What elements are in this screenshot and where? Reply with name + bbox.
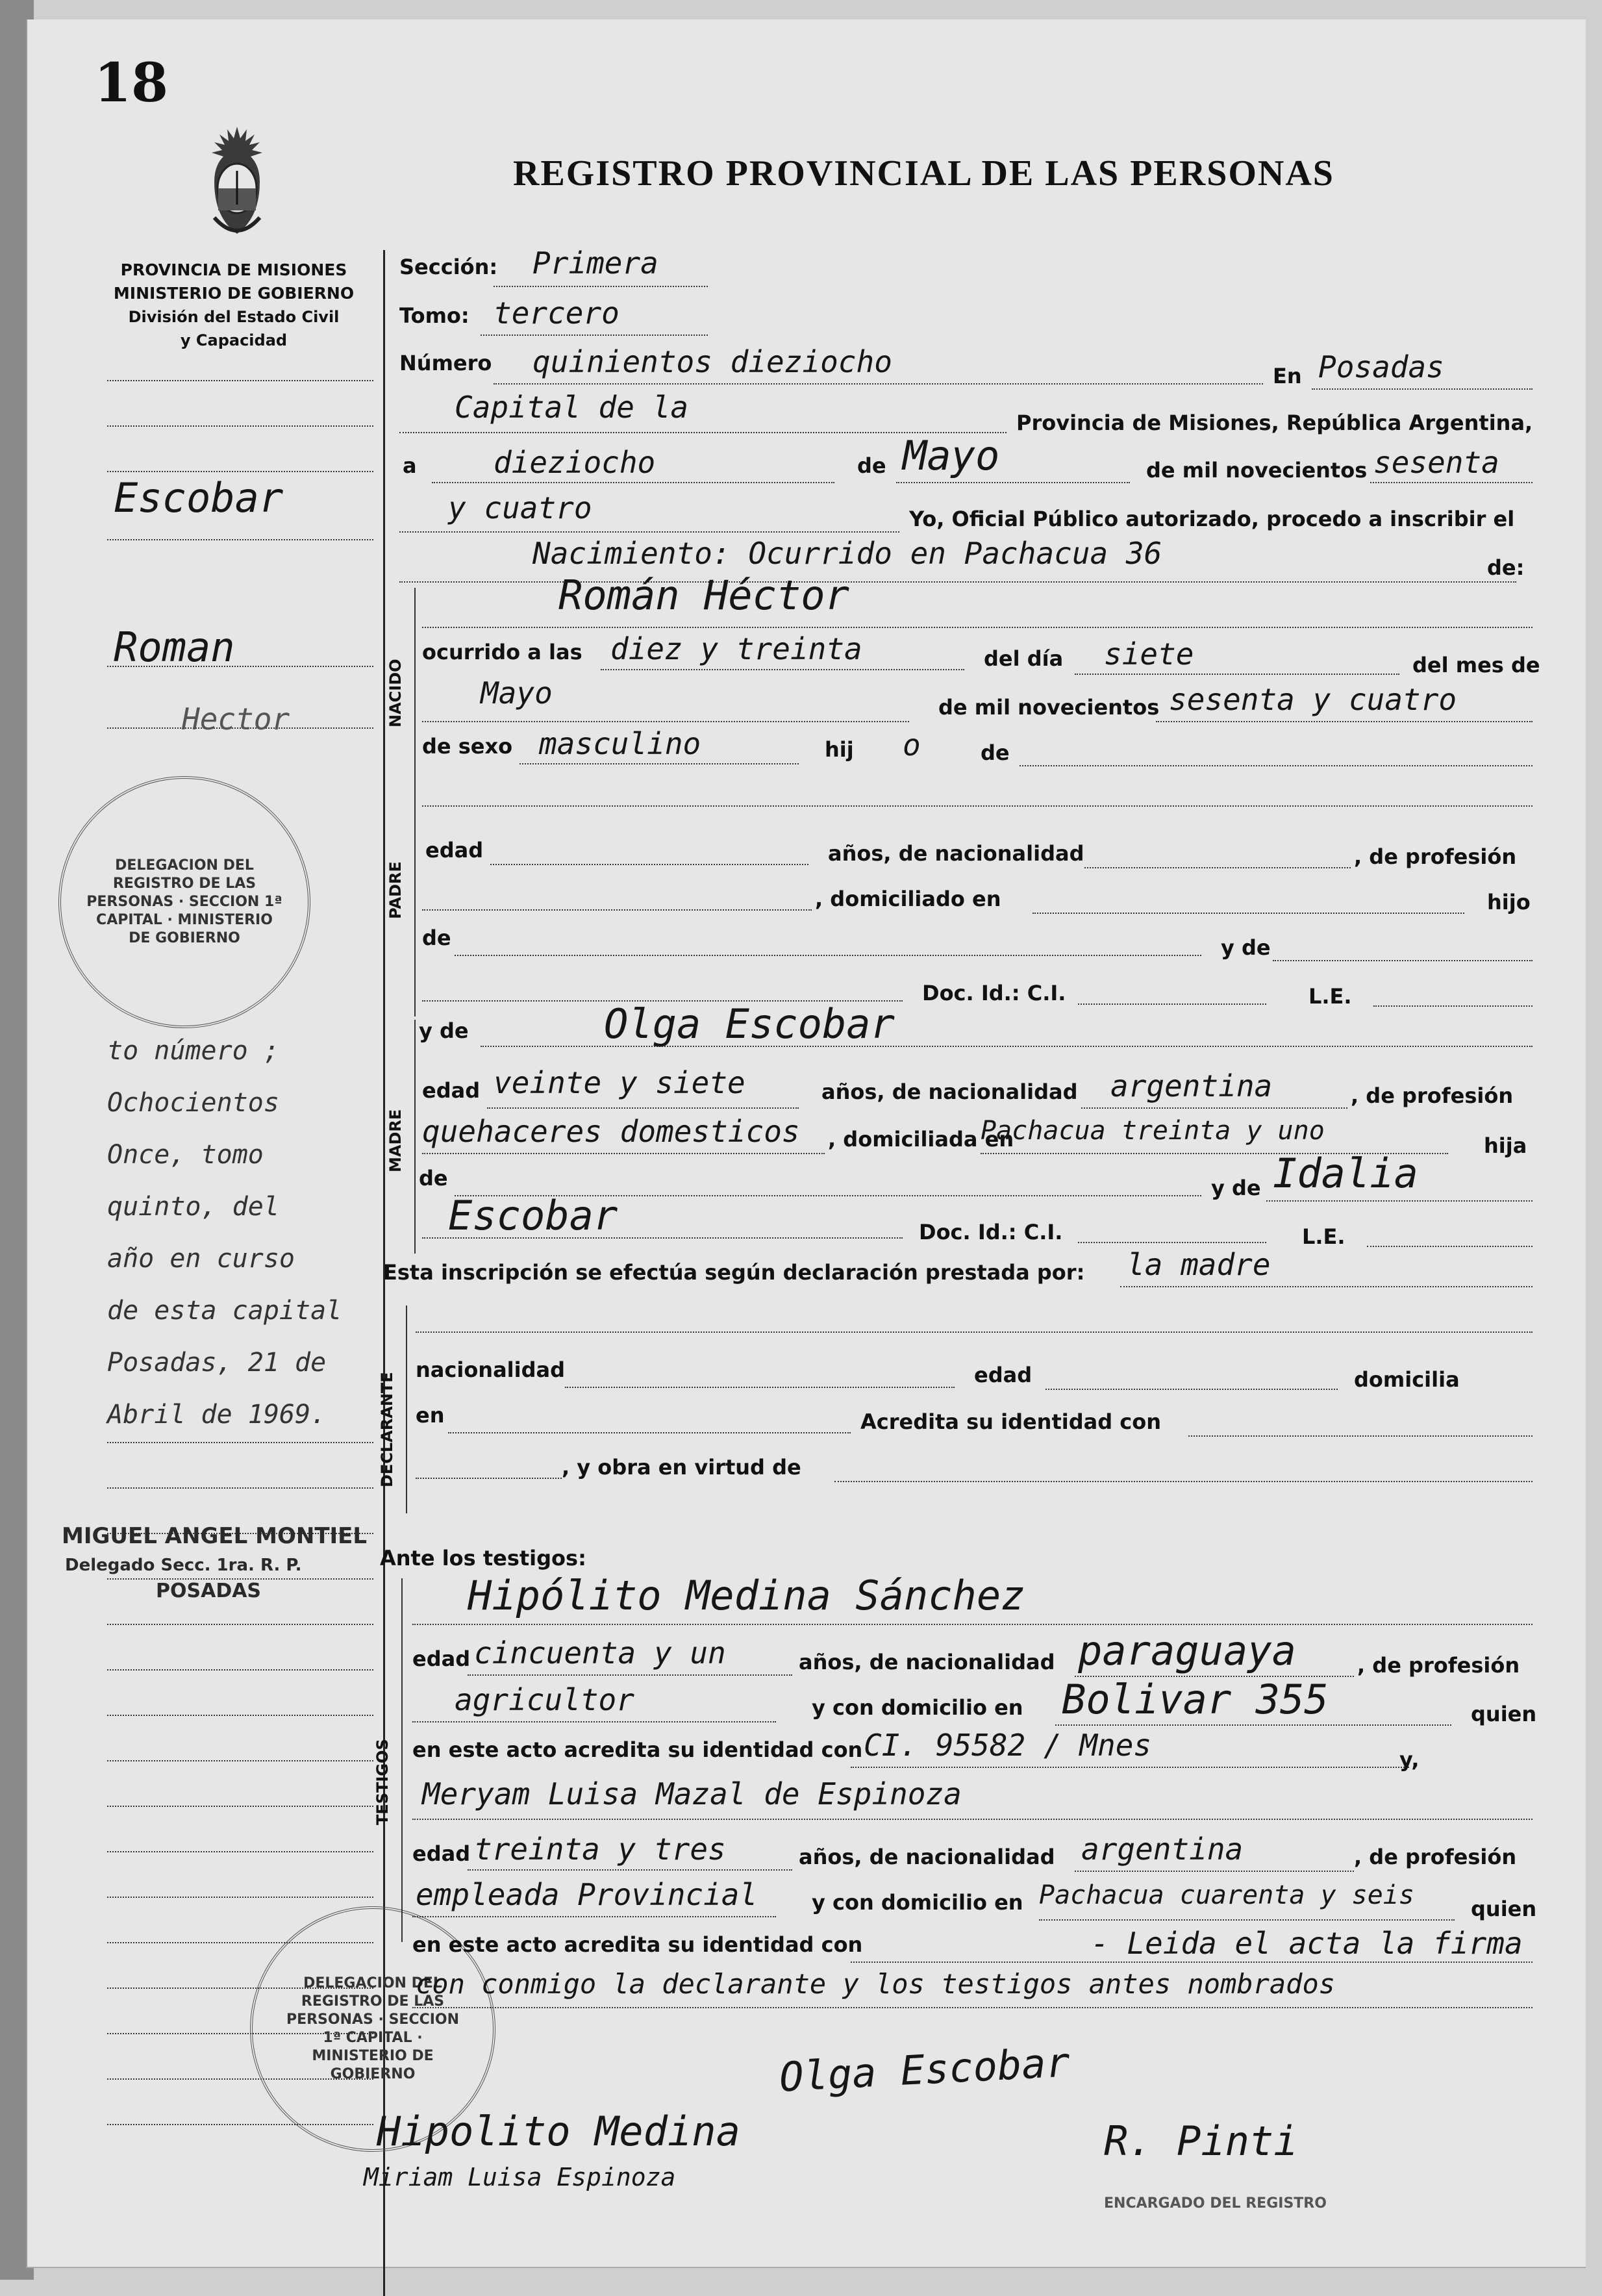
- testigo1-edad: cincuenta y un: [474, 1635, 726, 1671]
- madre-nombre: Olga Escobar: [604, 1000, 895, 1048]
- field-rule: [851, 1962, 1533, 1963]
- mes-value: Mayo: [903, 432, 1000, 479]
- field-rule: [487, 1107, 799, 1109]
- testigo1-nombre: Hipólito Medina Sánchez: [468, 1572, 1025, 1619]
- registry-seal-text: DELEGACION DEL REGISTRO DE LAS PERSONAS · SECCION 1ª CAPITAL · MINISTERIO DE GOBIERNO: [86, 857, 282, 946]
- field-rule: [490, 864, 808, 865]
- field-rule: [1078, 1003, 1266, 1005]
- padre-le-label: L.E.: [1308, 984, 1352, 1009]
- margin-rule: [107, 1669, 373, 1671]
- section-bracket: [401, 1578, 403, 1942]
- nacido-section-label: NACIDO: [386, 659, 405, 727]
- testigo1-profesion: agricultor: [455, 1682, 634, 1717]
- madre-y-de2-label: y de: [1211, 1176, 1261, 1200]
- field-rule: [1078, 1242, 1266, 1243]
- margin-rule: [107, 425, 373, 427]
- testigo2-quien-label: quien: [1471, 1897, 1537, 1921]
- seccion-label: Sección:: [399, 255, 498, 279]
- delegate-stamp-name: MIGUEL ANGEL MONTIEL: [62, 1523, 368, 1549]
- cierre-text: con conmigo la declarante y los testigos antes nombrados: [416, 1968, 1336, 2000]
- section-bracket: [414, 588, 416, 796]
- firma-oficial: R. Pinti: [1104, 2117, 1298, 2165]
- field-rule: [1075, 674, 1399, 675]
- testigo2-edad: treinta y tres: [474, 1832, 726, 1867]
- testigo2-anios-label: años, de nacionalidad: [799, 1845, 1055, 1869]
- margin-rule: [107, 1442, 373, 1443]
- madre-de-label: de: [419, 1166, 448, 1191]
- numero-value: quinientos dieziocho: [532, 344, 892, 379]
- sexo-label: de sexo: [422, 734, 513, 759]
- testigo1-doc: CI. 95582 / Mnes: [864, 1728, 1152, 1763]
- madre-de-value: Idalia: [1273, 1150, 1418, 1197]
- testigo2-acredita-label: en este acto acredita su identidad con: [412, 1932, 863, 1957]
- testigo1-domicilio-label: y con domicilio en: [812, 1695, 1023, 1720]
- margin-surname: Escobar: [114, 474, 284, 522]
- declarante-nacionalidad-label: nacionalidad: [416, 1357, 566, 1382]
- field-rule: [422, 909, 812, 911]
- testigo2-domicilio-label: y con domicilio en: [812, 1890, 1023, 1915]
- field-rule: [416, 1331, 1533, 1333]
- anio-nac-value: sesenta y cuatro: [1169, 682, 1457, 717]
- margin-given-name-2: Hector: [182, 701, 290, 737]
- field-rule: [422, 721, 909, 722]
- testigo2-nacionalidad: argentina: [1081, 1832, 1244, 1867]
- field-rule: [1033, 913, 1464, 914]
- madre-domicilio: Pachacua treinta y uno: [981, 1116, 1325, 1146]
- acto-value: Nacimiento: Ocurrido en Pachacua 36: [532, 536, 1162, 571]
- testigo2-domicilio: Pachacua cuarenta y seis: [1039, 1880, 1414, 1910]
- madre-apellido: Escobar: [448, 1192, 618, 1239]
- dia-value: dieziocho: [494, 445, 656, 480]
- field-rule: [481, 334, 708, 336]
- padre-section-label: PADRE: [386, 861, 405, 919]
- padre-edad-label: edad: [425, 838, 484, 863]
- margin-note-line: Abril de 1969.: [107, 1400, 327, 1430]
- field-rule: [412, 2007, 1533, 2008]
- margin-rule: [107, 471, 373, 472]
- field-rule: [468, 1869, 792, 1871]
- firma-testigo-1: Hipolito Medina: [377, 2108, 740, 2155]
- capital-value: Capital de la: [455, 390, 689, 425]
- field-rule: [1055, 1724, 1451, 1726]
- margin-note-line: Posadas, 21 de: [107, 1348, 327, 1378]
- testigo1-acredita-label: en este acto acredita su identidad con: [412, 1737, 863, 1762]
- de-label: de: [857, 453, 886, 478]
- ante-testigos-label: Ante los testigos:: [380, 1546, 586, 1571]
- field-rule: [1373, 1005, 1533, 1007]
- margin-note-line: de esta capital: [107, 1296, 342, 1326]
- field-rule: [834, 1481, 1533, 1482]
- madre-hija-label: hija: [1484, 1133, 1527, 1158]
- section-bracket: [414, 776, 416, 1016]
- testigo2-profesion-label: , de profesión: [1354, 1845, 1517, 1869]
- provincia-label: Provincia de Misiones, República Argentina,: [1016, 410, 1533, 435]
- tomo-label: Tomo:: [399, 303, 469, 328]
- field-rule: [565, 1387, 955, 1388]
- madre-nacionalidad: argentina: [1110, 1068, 1273, 1104]
- padre-y-de-label: y de: [1221, 935, 1271, 960]
- hij-label: hij: [825, 737, 854, 762]
- margin-note-line: Once, tomo: [107, 1140, 264, 1170]
- field-rule: [1273, 960, 1533, 961]
- testigo1-domicilio: Bolivar 355: [1062, 1676, 1329, 1723]
- margin-rule: [107, 380, 373, 381]
- mes-nac-value: Mayo: [481, 675, 553, 711]
- capacity-line: y Capacidad: [180, 331, 288, 349]
- field-rule: [1020, 765, 1533, 766]
- field-rule: [851, 1767, 1409, 1768]
- field-rule: [468, 1674, 792, 1676]
- anio-value-1: sesenta: [1373, 445, 1499, 480]
- field-rule: [1156, 721, 1533, 722]
- padre-de-label: de: [422, 926, 451, 950]
- testigo1-y-label: y,: [1399, 1747, 1420, 1772]
- tomo-value: tercero: [494, 296, 620, 331]
- field-rule: [1188, 1435, 1533, 1437]
- madre-section-label: MADRE: [386, 1109, 405, 1172]
- madre-profesion: quehaceres domesticos: [422, 1114, 800, 1149]
- ministry-line: MINISTERIO DE GOBIERNO: [113, 284, 355, 303]
- province-line: PROVINCIA DE MISIONES: [120, 260, 347, 279]
- hij-suffix: o: [903, 727, 921, 763]
- margin-rule: [107, 1806, 373, 1807]
- delegate-stamp-role: Delegado Secc. 1ra. R. P.: [65, 1556, 302, 1575]
- field-rule: [448, 1432, 851, 1433]
- margin-rule: [107, 1851, 373, 1852]
- field-rule: [1312, 388, 1533, 390]
- oficial-stamp: ENCARGADO DEL REGISTRO: [1104, 2195, 1327, 2212]
- testigo1-anios-label: años, de nacionalidad: [799, 1650, 1055, 1674]
- field-rule: [412, 1916, 776, 1917]
- de-colon-label: de:: [1487, 555, 1525, 580]
- madre-domiciliada-label: , domiciliada en: [828, 1127, 1014, 1152]
- registry-seal-bottom-text: DELEGACION DEL REGISTRO DE LAS PERSONAS · SECCION 1ª CAPITAL · MINISTERIO DE GOBIERNO: [286, 1975, 460, 2082]
- padre-profesion-label: , de profesión: [1354, 844, 1517, 869]
- del-dia-label: del día: [984, 646, 1064, 671]
- padre-doc-label: Doc. Id.: C.I.: [922, 981, 1066, 1005]
- field-rule: [455, 955, 1201, 956]
- field-rule: [1039, 1919, 1455, 1921]
- madre-le-label: L.E.: [1302, 1224, 1345, 1249]
- oficial-label: Yo, Oficial Público autorizado, procedo a inscribir el: [909, 507, 1515, 531]
- seccion-value: Primera: [532, 246, 658, 281]
- margin-rule: [107, 1760, 373, 1761]
- division-line: División del Estado Civil: [128, 308, 340, 326]
- sexo-value: masculino: [539, 726, 701, 761]
- firma-testigo-2: Miriam Luisa Espinoza: [364, 2163, 676, 2191]
- margin-rule: [107, 539, 373, 540]
- declarante-en-label: en: [416, 1403, 445, 1428]
- margin-given-name-1: Roman: [114, 624, 235, 671]
- margin-note-line: año en curso: [107, 1244, 295, 1274]
- registry-seal: [58, 776, 310, 1028]
- declarante-section-label: DECLARANTE: [378, 1372, 396, 1487]
- field-rule: [1370, 482, 1533, 483]
- margin-rule: [107, 1487, 373, 1489]
- section-bracket: [406, 1306, 407, 1513]
- padre-anios-label: años, de nacionalidad: [828, 841, 1084, 866]
- madre-profesion-label: , de profesión: [1351, 1083, 1514, 1108]
- testigo2-profesion: empleada Provincial: [416, 1877, 758, 1912]
- madre-doc-label: Doc. Id.: C.I.: [919, 1220, 1063, 1244]
- registry-header: REGISTRO PROVINCIAL DE LAS PERSONAS: [513, 153, 1334, 194]
- padre-hijo-label: hijo: [1487, 890, 1531, 915]
- field-rule: [494, 286, 708, 287]
- argentine-coat-of-arms-icon: [195, 120, 279, 244]
- madre-edad-label: edad: [422, 1078, 481, 1103]
- mil-label: de mil novecientos: [1146, 458, 1368, 483]
- declarante-edad-label: edad: [974, 1363, 1033, 1387]
- field-rule: [601, 669, 964, 670]
- testigo1-edad-label: edad: [412, 1646, 471, 1671]
- hora-value: diez y treinta: [610, 631, 862, 666]
- numero-label: Número: [399, 351, 492, 375]
- en-label: En: [1273, 364, 1302, 388]
- field-rule: [399, 531, 899, 533]
- testigo1-nacionalidad: paraguaya: [1078, 1627, 1296, 1674]
- field-rule: [896, 482, 1130, 483]
- del-mes-label: del mes de: [1412, 653, 1540, 677]
- field-rule: [494, 383, 1263, 385]
- field-rule: [422, 1153, 825, 1154]
- ocurrido-label: ocurrido a las: [422, 640, 582, 664]
- folio-number: 18: [94, 52, 169, 114]
- field-rule: [422, 627, 1533, 628]
- madre-anios-label: años, de nacionalidad: [821, 1079, 1078, 1104]
- testigos-section-label: TESTIGOS: [373, 1739, 392, 1825]
- padre-domiciliado-label: , domiciliado en: [815, 887, 1001, 911]
- field-rule: [412, 1721, 776, 1722]
- field-rule: [1266, 1200, 1533, 1202]
- field-rule: [1084, 867, 1351, 868]
- testigo2-edad-label: edad: [412, 1841, 471, 1866]
- field-rule: [416, 1478, 562, 1479]
- margin-rule: [107, 1624, 373, 1625]
- firma-declarante: Olga Escobar: [778, 2038, 1071, 2101]
- madre-edad: veinte y siete: [494, 1065, 745, 1100]
- dia-nac-value: siete: [1104, 637, 1194, 672]
- margin-rule: [107, 1897, 373, 1898]
- en-value: Posadas: [1318, 349, 1444, 385]
- section-bracket: [414, 1020, 416, 1254]
- field-rule: [432, 482, 834, 483]
- nacido-de-label: de: [981, 740, 1010, 765]
- field-rule: [412, 1819, 1533, 1820]
- field-rule: [1120, 1286, 1533, 1287]
- testigo1-profesion-label: , de profesión: [1357, 1653, 1520, 1678]
- madre-y-de-label: y de: [419, 1018, 469, 1043]
- margin-note-line: to número ;: [107, 1036, 279, 1066]
- testigo2-doc: - Leida el acta la firma: [1091, 1926, 1523, 1961]
- ministry-block: [84, 259, 383, 352]
- field-rule: [1075, 1871, 1354, 1872]
- mil-nac-label: de mil novecientos: [938, 695, 1160, 720]
- margin-note-line: quinto, del: [107, 1192, 279, 1222]
- declarante-acredita-label: Acredita su identidad con: [860, 1409, 1161, 1434]
- declaracion-value: la madre: [1127, 1247, 1271, 1282]
- field-rule: [1045, 1389, 1338, 1390]
- declarante-domicilia-label: domicilia: [1354, 1367, 1460, 1392]
- field-rule: [422, 805, 1533, 807]
- delegate-stamp-city: POSADAS: [156, 1580, 262, 1602]
- a-label: a: [403, 453, 417, 478]
- field-rule: [412, 1624, 1533, 1625]
- field-rule: [1367, 1246, 1533, 1247]
- testigo2-nombre: Meryam Luisa Mazal de Espinoza: [422, 1776, 962, 1811]
- margin-note-line: Ochocientos: [107, 1088, 279, 1118]
- declarante-obra-label: , y obra en virtud de: [562, 1455, 801, 1480]
- anio-value-2: y cuatro: [448, 490, 592, 525]
- field-rule: [1081, 1107, 1347, 1109]
- testigo1-quien-label: quien: [1471, 1702, 1537, 1726]
- margin-rule: [107, 1715, 373, 1716]
- declaracion-label: Esta inscripción se efectúa según declaración prestada por:: [383, 1260, 1085, 1285]
- field-rule: [519, 763, 799, 764]
- nacido-nombre: Román Héctor: [558, 572, 849, 619]
